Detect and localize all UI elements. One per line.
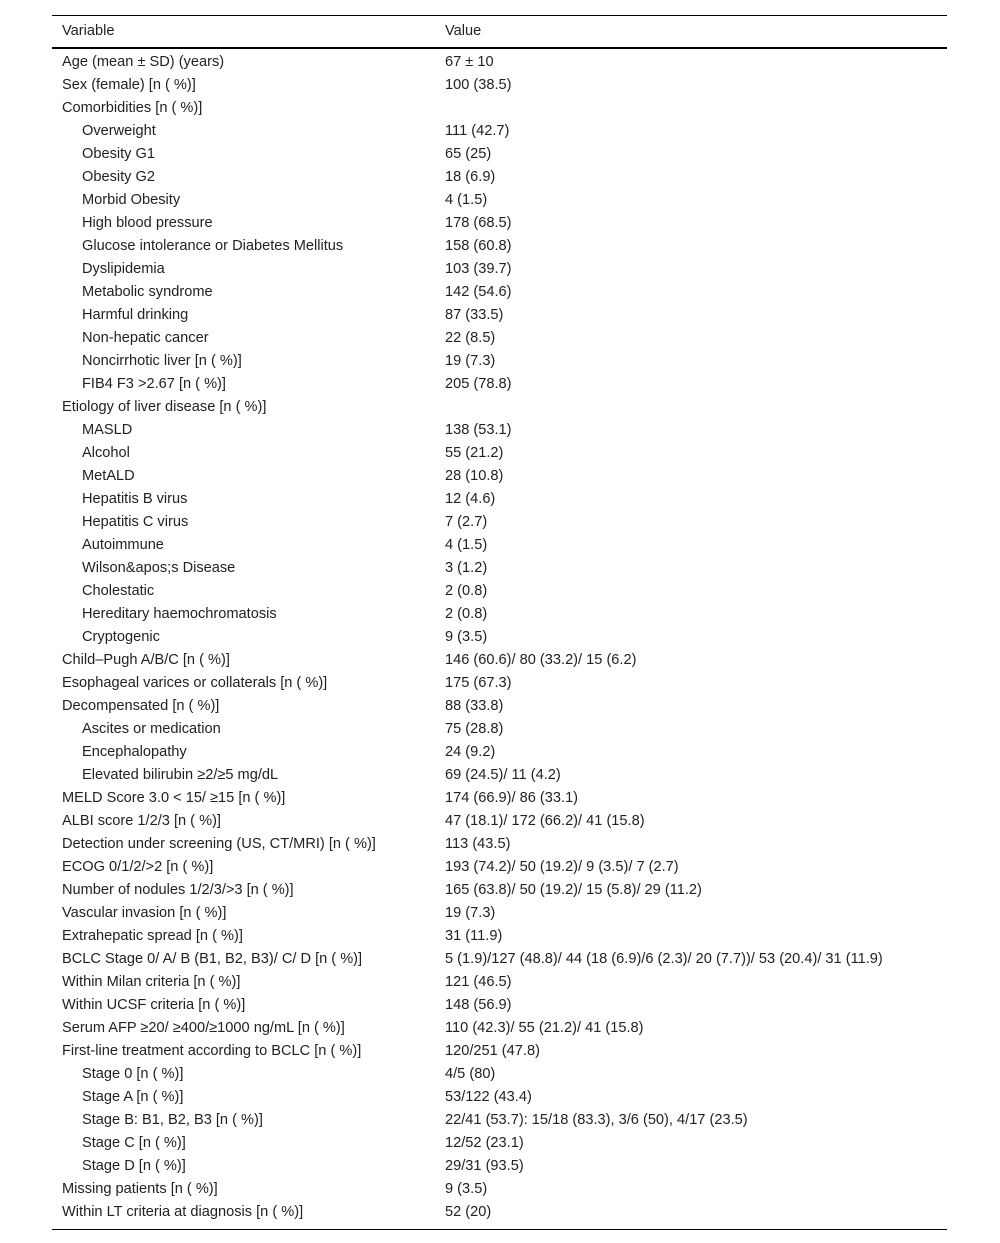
row-value: 4/5 (80) <box>445 1066 496 1082</box>
table-row <box>52 465 947 488</box>
row-value: 111 (42.7) <box>445 123 510 139</box>
table-row <box>52 396 947 419</box>
table-row <box>52 212 947 235</box>
row-value: 174 (66.9)/ 86 (33.1) <box>445 790 579 806</box>
table-row <box>52 879 947 902</box>
row-variable-label: ALBI score 1/2/3 [n ( %)] <box>62 813 221 829</box>
row-variable-label: Etiology of liver disease [n ( %)] <box>62 399 267 415</box>
row-variable-label: Obesity G1 <box>82 146 155 162</box>
row-variable-label: MELD Score 3.0 < 15/ ≥15 [n ( %)] <box>62 790 286 806</box>
row-value: 148 (56.9) <box>445 997 512 1013</box>
table-row <box>52 442 947 465</box>
row-value: 4 (1.5) <box>445 537 488 553</box>
table-row <box>52 1040 947 1063</box>
row-value: 110 (42.3)/ 55 (21.2)/ 41 (15.8) <box>445 1020 644 1036</box>
row-variable-label: Stage C [n ( %)] <box>82 1135 186 1151</box>
table-row <box>52 603 947 626</box>
table-row <box>52 281 947 304</box>
table-row <box>52 971 947 994</box>
row-variable-label: Serum AFP ≥20/ ≥400/≥1000 ng/mL [n ( %)] <box>62 1020 345 1036</box>
data-table-container <box>52 15 947 1230</box>
table-row <box>52 833 947 856</box>
row-value: 120/251 (47.8) <box>445 1043 540 1059</box>
table-row <box>52 235 947 258</box>
row-value: 142 (54.6) <box>445 284 512 300</box>
row-value: 55 (21.2) <box>445 445 504 461</box>
table-row <box>52 994 947 1017</box>
row-value: 121 (46.5) <box>445 974 512 990</box>
row-value: 47 (18.1)/ 172 (66.2)/ 41 (15.8) <box>445 813 645 829</box>
table-header <box>52 16 947 49</box>
row-value: 146 (60.6)/ 80 (33.2)/ 15 (6.2) <box>445 652 637 668</box>
row-variable-label: High blood pressure <box>82 215 213 231</box>
row-variable-label: Elevated bilirubin ≥2/≥5 mg/dL <box>82 767 279 783</box>
row-variable-label: Alcohol <box>82 445 130 461</box>
row-value: 103 (39.7) <box>445 261 512 277</box>
row-value: 178 (68.5) <box>445 215 512 231</box>
row-value: 165 (63.8)/ 50 (19.2)/ 15 (5.8)/ 29 (11.2) <box>445 882 702 898</box>
row-value: 31 (11.9) <box>445 928 503 944</box>
row-value: 2 (0.8) <box>445 606 488 622</box>
row-variable-label: Metabolic syndrome <box>82 284 213 300</box>
table-row <box>52 1178 947 1201</box>
row-variable-label: Obesity G2 <box>82 169 155 185</box>
row-variable-label: Comorbidities [n ( %)] <box>62 100 203 116</box>
table-row <box>52 649 947 672</box>
row-variable-label: Detection under screening (US, CT/MRI) [n ( %)] <box>62 836 376 852</box>
row-value: 22 (8.5) <box>445 330 496 346</box>
column-header-value: Value <box>445 23 482 39</box>
row-value: 2 (0.8) <box>445 583 488 599</box>
row-variable-label: MetALD <box>82 468 135 484</box>
row-variable-label: Extrahepatic spread [n ( %)] <box>62 928 243 944</box>
row-value <box>435 396 947 419</box>
table-row <box>52 166 947 189</box>
table-row <box>52 258 947 281</box>
row-value: 19 (7.3) <box>445 353 496 369</box>
row-value: 193 (74.2)/ 50 (19.2)/ 9 (3.5)/ 7 (2.7) <box>445 859 679 875</box>
table-row <box>52 741 947 764</box>
table-row <box>52 764 947 787</box>
row-variable-label: Hepatitis C virus <box>82 514 189 530</box>
table-row <box>52 189 947 212</box>
row-value: 12/52 (23.1) <box>445 1135 524 1151</box>
table-row <box>52 902 947 925</box>
row-variable-label: Ascites or medication <box>82 721 221 737</box>
table-row <box>52 718 947 741</box>
table-row <box>52 1155 947 1178</box>
row-value: 12 (4.6) <box>445 491 496 507</box>
row-variable-label: Decompensated [n ( %)] <box>62 698 220 714</box>
row-value: 75 (28.8) <box>445 721 504 737</box>
row-variable-label: Non-hepatic cancer <box>82 330 209 346</box>
table-row <box>52 488 947 511</box>
table-row <box>52 1063 947 1086</box>
row-value: 205 (78.8) <box>445 376 512 392</box>
row-variable-label: Missing patients [n ( %)] <box>62 1181 218 1197</box>
row-variable-label: Noncirrhotic liver [n ( %)] <box>82 353 242 369</box>
table-row <box>52 373 947 396</box>
table-row <box>52 48 947 74</box>
table-row <box>52 695 947 718</box>
row-variable-label: Sex (female) [n ( %)] <box>62 77 196 93</box>
row-variable-label: Autoimmune <box>82 537 164 553</box>
row-variable-label: Harmful drinking <box>82 307 189 323</box>
row-variable-label: Cholestatic <box>82 583 155 599</box>
row-variable-label: Child–Pugh A/B/C [n ( %)] <box>62 652 230 668</box>
row-value: 88 (33.8) <box>445 698 504 714</box>
row-value: 4 (1.5) <box>445 192 488 208</box>
row-value: 28 (10.8) <box>445 468 504 484</box>
row-value: 22/41 (53.7): 15/18 (83.3), 3/6 (50), 4/17 (23.5) <box>445 1112 748 1128</box>
row-value: 9 (3.5) <box>445 1181 488 1197</box>
row-variable-label: BCLC Stage 0/ A/ B (B1, B2, B3)/ C/ D [n ( %)] <box>62 951 363 967</box>
row-variable-label: Within LT criteria at diagnosis [n ( %)] <box>52 1201 435 1230</box>
table-row <box>52 97 947 120</box>
row-value: 65 (25) <box>445 146 492 162</box>
row-value: 87 (33.5) <box>445 307 504 323</box>
table-row <box>52 626 947 649</box>
row-variable-label: Stage D [n ( %)] <box>82 1158 186 1174</box>
table-row <box>52 327 947 350</box>
row-variable-label: Overweight <box>82 123 156 139</box>
table-row <box>52 810 947 833</box>
patient-characteristics-table <box>52 15 947 1230</box>
row-value: 24 (9.2) <box>445 744 496 760</box>
table-row <box>52 925 947 948</box>
table-row <box>52 511 947 534</box>
row-variable-label: Wilson&apos;s Disease <box>82 560 236 576</box>
row-variable-label: Cryptogenic <box>82 629 160 645</box>
table-row <box>52 1017 947 1040</box>
row-value: 53/122 (43.4) <box>445 1089 532 1105</box>
row-value: 158 (60.8) <box>445 238 512 254</box>
table-row <box>52 557 947 580</box>
row-value: 18 (6.9) <box>445 169 496 185</box>
row-variable-label: FIB4 F3 >2.67 [n ( %)] <box>82 376 226 392</box>
row-variable-label: Esophageal varices or collaterals [n ( %)] <box>62 675 328 691</box>
column-header-variable: Variable <box>62 23 115 39</box>
row-value: 9 (3.5) <box>445 629 488 645</box>
row-variable-label: Morbid Obesity <box>82 192 181 208</box>
row-value: 69 (24.5)/ 11 (4.2) <box>445 767 561 783</box>
table-row <box>52 1201 947 1230</box>
table-row <box>52 1132 947 1155</box>
table-row <box>52 580 947 603</box>
table-row <box>52 1086 947 1109</box>
row-variable-label: ECOG 0/1/2/>2 [n ( %)] <box>62 859 214 875</box>
row-variable-label: Glucose intolerance or Diabetes Mellitus <box>82 238 344 254</box>
header-row <box>52 16 947 49</box>
table-row <box>52 143 947 166</box>
table-row <box>52 419 947 442</box>
row-value: 67 ± 10 <box>445 54 494 70</box>
table-body <box>52 48 947 1230</box>
row-variable-label: Hereditary haemochromatosis <box>82 606 277 622</box>
row-variable-label: Age (mean ± SD) (years) <box>62 54 225 70</box>
table-row <box>52 120 947 143</box>
row-variable-label: Number of nodules 1/2/3/>3 [n ( %)] <box>62 882 294 898</box>
row-value: 175 (67.3) <box>445 675 512 691</box>
row-variable-label: First-line treatment according to BCLC [n ( %)] <box>62 1043 362 1059</box>
table-row <box>52 672 947 695</box>
row-variable-label: Stage B: B1, B2, B3 [n ( %)] <box>82 1112 263 1128</box>
row-variable-label: Stage 0 [n ( %)] <box>82 1066 184 1082</box>
row-value: 100 (38.5) <box>445 77 512 93</box>
table-row <box>52 856 947 879</box>
table-row <box>52 304 947 327</box>
table-row <box>52 787 947 810</box>
table-row <box>52 350 947 373</box>
row-variable-label: Hepatitis B virus <box>82 491 188 507</box>
row-value: 3 (1.2) <box>445 560 488 576</box>
row-value: 29/31 (93.5) <box>445 1158 524 1174</box>
table-row <box>52 534 947 557</box>
row-value: 52 (20) <box>435 1201 947 1230</box>
row-value: 7 (2.7) <box>445 514 488 530</box>
row-variable-label: Encephalopathy <box>82 744 187 760</box>
row-value: 19 (7.3) <box>445 905 496 921</box>
table-row <box>52 74 947 97</box>
row-value: 5 (1.9)/127 (48.8)/ 44 (18 (6.9)/6 (2.3)/ 20 (7.7))/ 53 (20.4)/ 31 (11.9) <box>445 951 883 967</box>
row-variable-label: Stage A [n ( %)] <box>82 1089 184 1105</box>
row-variable-label: Within Milan criteria [n ( %)] <box>62 974 241 990</box>
row-value: 138 (53.1) <box>445 422 512 438</box>
row-value: 113 (43.5) <box>445 836 511 852</box>
row-variable-label: Within UCSF criteria [n ( %)] <box>62 997 246 1013</box>
row-variable-label: MASLD <box>82 422 133 438</box>
table-row <box>52 1109 947 1132</box>
row-variable-label: Dyslipidemia <box>82 261 165 277</box>
row-value <box>435 97 947 120</box>
table-row <box>52 948 947 971</box>
row-variable-label: Vascular invasion [n ( %)] <box>62 905 227 921</box>
